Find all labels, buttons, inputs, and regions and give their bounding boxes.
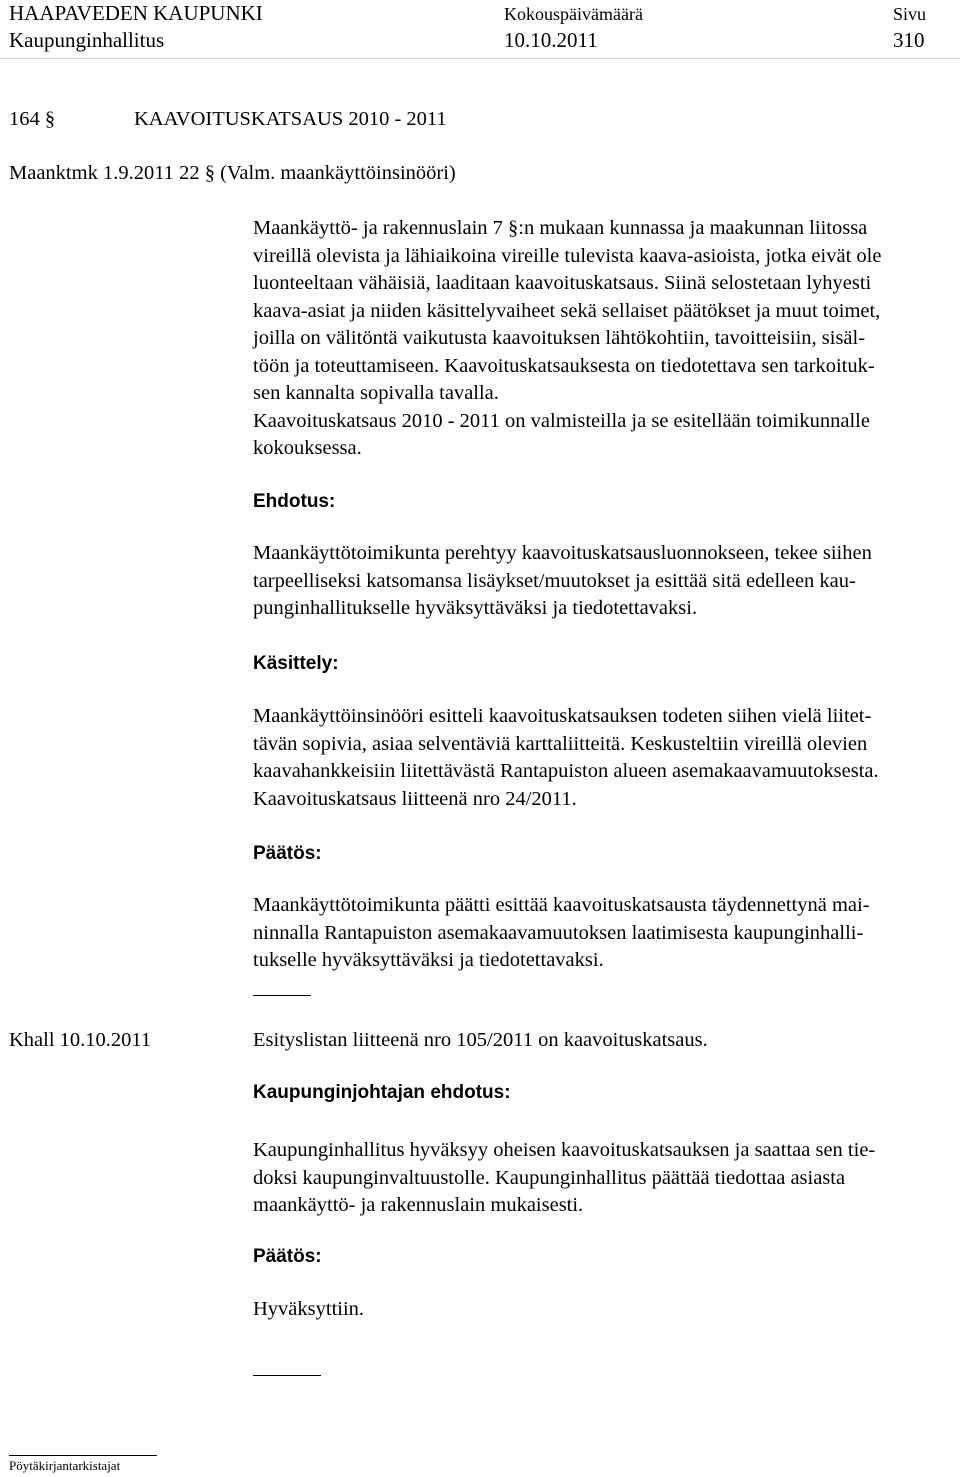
proposal-text: Maankäyttötoimikunta perehtyy kaavoituskatsausluonnokseen, tekee siihen tarpeelliseksi katsomansa lisäykset/muutokset ja esittää sitä edelleen kau- punginhallitukselle hyväksyttäväksi ja tiedotettavaksi. [253, 542, 872, 619]
mayor-proposal-heading: Kaupunginjohtajan ehdotus: [253, 1082, 511, 1103]
proposal-heading: Ehdotus: [253, 491, 336, 512]
footer-label: Pöytäkirjantarkistajat [9, 1458, 121, 1473]
mayor-proposal-text: Kaupunginhallitus hyväksyy oheisen kaavoituskatsauksen ja saattaa sen tie- doksi kaupunginvaltuustolle. Kaupunginhallitus päättää tiedottaa asiasta maankäyttö- ja rakennuslain mukaisesti. [253, 1139, 876, 1216]
item-number: 164 § [9, 108, 56, 130]
khall-reference: Khall 10.10.2011 [9, 1029, 152, 1051]
page-label: Sivu [893, 4, 927, 24]
header-divider [0, 58, 960, 59]
page-number: 310 [893, 28, 925, 52]
meeting-date-label: Kokouspäivämäärä [504, 4, 643, 24]
item-title: KAAVOITUSKATSAUS 2010 - 2011 [134, 108, 447, 130]
meeting-date: 10.10.2011 [504, 28, 598, 52]
final-decision-heading: Päätös: [253, 1246, 322, 1267]
handling-text: Maankäyttöinsinööri esitteli kaavoituskatsauksen todeten siihen vielä liitet- tävän sopivia, asiaa selventäviä karttaliitteitä. Keskusteltiin vireillä olevien kaavahankkeisiin liitettävästä Rantapuiston alueen asemakaavamuutoksesta. Kaavoituskatsaus liitteenä nro 24/2011. [253, 705, 879, 810]
khall-text: Esityslistan liitteenä nro 105/2011 on kaavoituskatsaus. [253, 1029, 708, 1051]
preparer: (Valm. maankäyttöinsinööri) [220, 162, 456, 184]
footer-rule [9, 1455, 157, 1456]
prior-reference: Maanktmk 1.9.2011 22 § (Valm. maankäyttöinsinööri) [9, 162, 456, 184]
final-end-rule [253, 1375, 321, 1376]
decision-text: Maankäyttötoimikunta päätti esittää kaavoituskatsausta täydennettynä mai- ninnalla Rantapuiston asemakaavamuutoksen laatimisesta kaupunginhalli- tukselle hyväksyttäväksi ja tiedotettavaksi. [253, 894, 870, 971]
organization-name: HAAPAVEDEN KAUPUNKI [9, 1, 263, 25]
final-decision-text: Hyväksyttiin. [253, 1298, 365, 1320]
handling-heading: Käsittely: [253, 653, 339, 674]
section-end-rule [253, 995, 311, 996]
organ-name: Kaupunginhallitus [9, 28, 165, 52]
intro-paragraph: Maankäyttö- ja rakennuslain 7 §:n mukaan kunnassa ja maakunnan liitossa vireillä olevista ja lähiaikoina vireille tulevista kaava-asioista, jotka eivät ole luonteeltaan vähäisiä, laaditaan kaavoituskatsaus. Siinä selostetaan lyhyesti kaava-asiat ja niiden käsittelyvaiheet sekä sellaiset päätökset ja muut toimet, joilla on välitöntä vaikutusta kaavoituksen lähtökohtiin, tavoitteisiin, sisäl- töön ja toteuttamiseen. Kaavoituskatsauksesta on tiedotettava sen tarkoituk- sen kannalta sopivalla tavalla. Kaavoituskatsaus 2010 - 2011 on valmisteilla ja se esitellään toimikunnalle kokouksessa. [253, 217, 882, 459]
decision-heading: Päätös: [253, 843, 322, 864]
